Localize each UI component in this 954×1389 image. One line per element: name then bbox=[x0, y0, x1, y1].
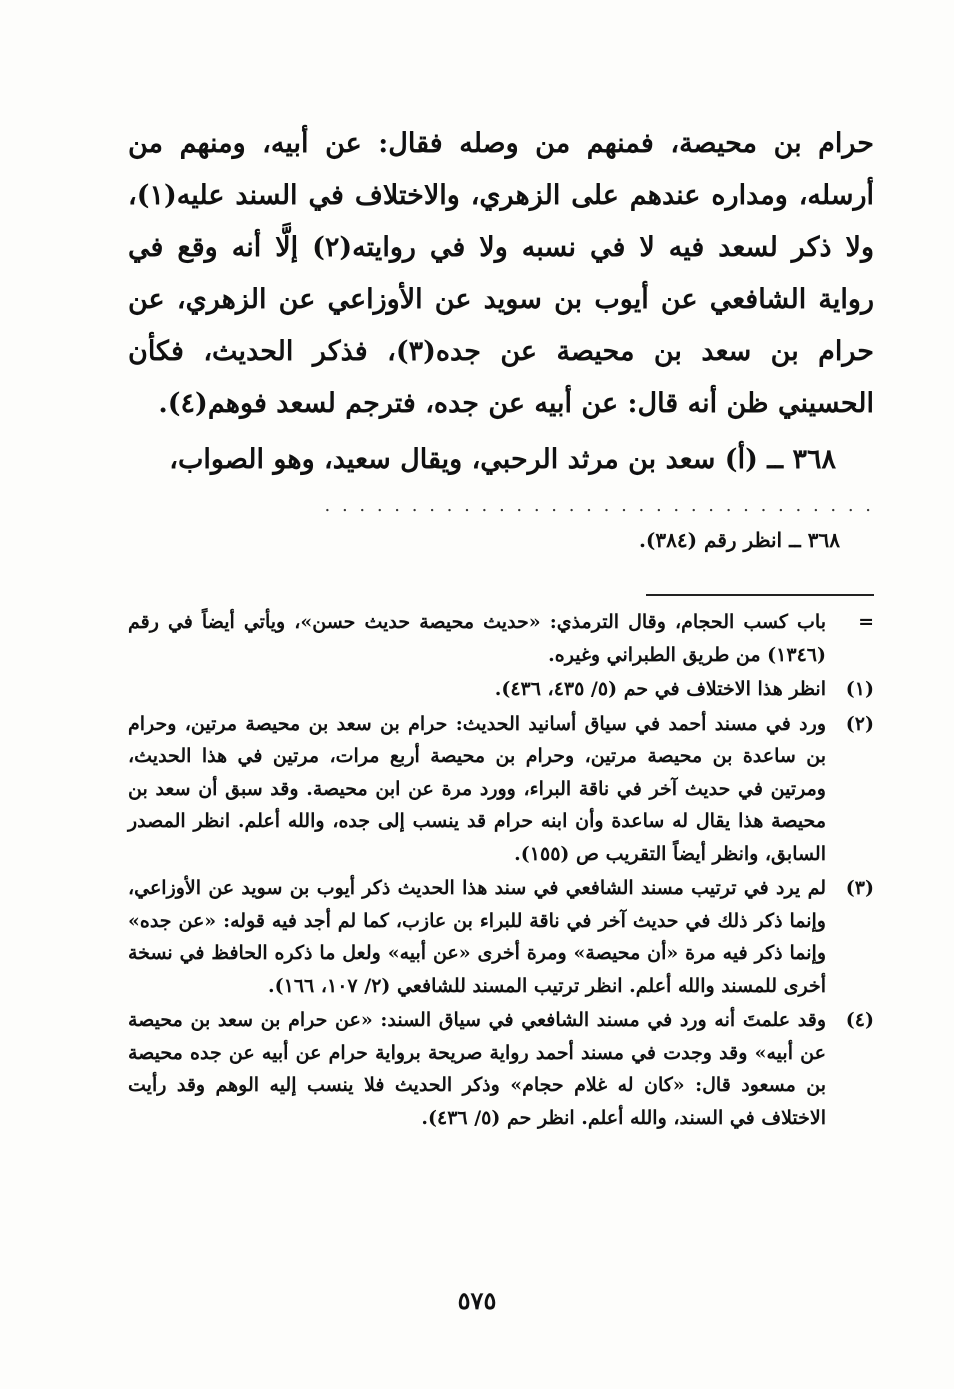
separator-dots: . . . . . . . . . . . . . . . . . . . . . . . . . . . . . . . . bbox=[324, 495, 874, 515]
footnote-2 bbox=[128, 708, 874, 871]
footnote-3 bbox=[128, 872, 874, 1002]
footnote-number: (١) bbox=[845, 678, 874, 700]
footnote-number: (٣) bbox=[845, 877, 874, 899]
footnote-number: (٢) bbox=[845, 712, 874, 735]
main-paragraph: حرام بن محيصة، فمنهم من وصله فقال: عن أبيه، ومنهم من أرسله، ومداره عندهم على الزهري، والاختلاف في السند عليه(١)، ولا ذكر لسعد فيه لا في نسبه ولا في روايته(٢) إلَّا أنه وقع في رواية الشافعي عن أيوب بن سويد عن الأوزاعي عن الزهري، عن حرام بن سعد بن محيصة عن جده(٣)، فذكر الحديث، فكأن الحسيني ظن أنه قال: عن أبيه عن جده، فترجم لسعد فوهم(٤). bbox=[128, 128, 874, 419]
footnote-text: لم يرد في ترتيب مسند الشافعي في سند هذا الحديث ذكر أيوب بن سويد عن الأوزاعي، وإنما ذكر ذلك في حديث آخر في ناقة للبراء بن عازب، كما لم أجد فيه قوله: «عن جده» وإنما ذكر فيه مرة «أن محيصة» ومرة أخرى «عن أبيه» ولعل ما ذكره الحافظ في نسخة أخرى للمسند والله أعلم. انظر ترتيب المسند للشافعي (٢/ ١٠٧، ١٦٦). bbox=[128, 877, 826, 997]
footnotes bbox=[128, 606, 874, 1136]
footnote-number: (٤) bbox=[845, 1009, 874, 1031]
footnote-text: انظر هذا الاختلاف في حم (٥/ ٤٣٥، ٤٣٦). bbox=[494, 678, 826, 700]
footnote-text: باب كسب الحجام، وقال الترمذي: «حديث محيصة حديث حسن»، ويأتي أيضاً في رقم (١٣٤٦) من طريق الطبراني وغيره. bbox=[128, 611, 826, 666]
footnote-rule bbox=[646, 594, 874, 596]
cross-reference: ٣٦٨ ــ انظر رقم (٣٨٤). bbox=[638, 528, 840, 552]
footnote-1 bbox=[128, 673, 874, 706]
page-number: ٥٧٥ bbox=[457, 1286, 497, 1315]
footnote-number: = bbox=[858, 611, 874, 633]
main-text bbox=[128, 118, 874, 486]
entry-368: ٣٦٨ ــ (أ) سعد بن مرثد الرحبي، ويقال سعيد، وهو الصواب، bbox=[169, 444, 836, 475]
footnote-text: ورد في مسند أحمد في سياق أسانيد الحديث: حرام بن سعد بن محيصة مرتين، وحرام بن ساعدة بن محيصة مرتين، وحرام بن محيصة أربع مرات، مرتين في هذا الحديث، ومرتين في حديث آخر في ناقة البراء، وورد مرة عن ابن محيصة. وقد سبق أن سعد بن محيصة هذا يقال له ساعدة وأن ابنه حرام قد ينسب إلى جده، والله أعلم. انظر المصدر السابق، وانظر أيضاً التقريب ص (١٥٥). bbox=[128, 712, 826, 865]
footnote-4 bbox=[128, 1004, 874, 1134]
footnote-continued bbox=[128, 606, 874, 671]
footnote-text: وقد علمتَ أنه ورد في مسند الشافعي في سياق السند: «عن حرام بن سعد بن محيصة عن أبيه» وقد وجدت في مسند أحمد رواية صريحة برواية حرام عن أبيه عن جده محيصة بن مسعود قال: «كان له غلام حجام» وذكر الحديث فلا ينسب إليه الوهم وقد رأيت الاختلاف في السند، والله أعلم. انظر حم (٥/ ٤٣٦). bbox=[128, 1009, 826, 1129]
